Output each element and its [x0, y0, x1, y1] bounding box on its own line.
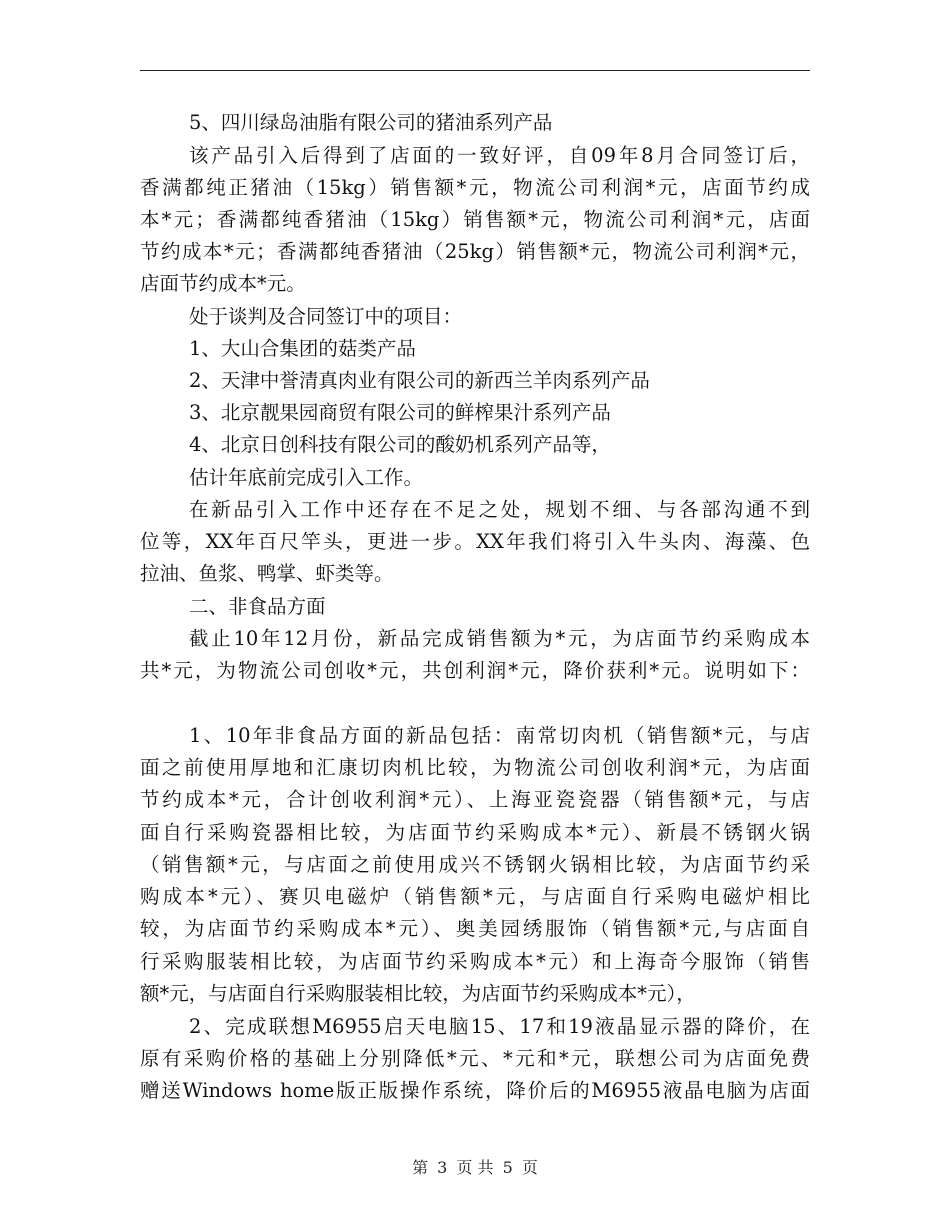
text-line: 处于谈判及合同签订中的项目： — [189, 305, 463, 328]
footer-suffix: 页 — [521, 1158, 538, 1177]
text-line: 节约成本*元；香满都纯香猪油（25kg）销售额*元，物流公司利润*元， — [140, 240, 810, 263]
text-line: 估计年底前完成引入工作。 — [189, 466, 424, 489]
text-line: 行采购服装相比较，为店面节约采购成本*元）和上海奇今服饰（销售 — [140, 950, 810, 973]
text-line: 原有采购价格的基础上分别降低*元、*元和*元，联想公司为店面免费 — [140, 1047, 810, 1070]
header-rule — [140, 70, 810, 71]
text-line: 面自行采购瓷器相比较，为店面节约采购成本*元）、新晨不锈钢火锅 — [140, 821, 810, 844]
text-line: 购成本*元）、赛贝电磁炉（销售额*元，与店面自行采购电磁炉相比 — [140, 885, 810, 908]
text-line: 位等，XX年百尺竿头，更进一步。XX年我们将引入牛头肉、海藻、色 — [140, 530, 810, 553]
text-line: 赠送Windows home版正版操作系统，降价后的M6955液晶电脑为店面 — [140, 1079, 810, 1102]
section-heading: 二、非食品方面 — [189, 595, 326, 618]
footer-middle: 页 共 — [456, 1158, 494, 1177]
text-line: 该产品引入后得到了店面的一致好评，自09年8月合同签订后， — [189, 144, 810, 167]
footer-prefix: 第 — [412, 1158, 429, 1177]
text-line: 较，为店面节约采购成本*元）、奥美园绣服饰（销售额*元,与店面自 — [140, 917, 810, 940]
text-line: 本*元；香满都纯香猪油（15kg）销售额*元，物流公司利润*元，店面 — [140, 208, 810, 231]
text-line: （销售额*元，与店面之前使用成兴不锈钢火锅相比较，为店面节约采 — [140, 853, 810, 876]
text-line: 4、北京日创科技有限公司的酸奶机系列产品等， — [189, 433, 611, 456]
text-line: 香满都纯正猪油（15kg）销售额*元，物流公司利润*元，店面节约成 — [140, 176, 810, 199]
page-footer — [0, 1155, 950, 1178]
text-line: 3、北京靓果园商贸有限公司的鲜榨果汁系列产品 — [189, 401, 611, 424]
text-line: 1、大山合集团的菇类产品 — [189, 337, 416, 360]
text-line: 节约成本*元，合计创收利润*元）、上海亚瓷瓷器（销售额*元，与店 — [140, 788, 810, 811]
text-line: 额*元，与店面自行采购服装相比较，为店面节约采购成本*元）， — [140, 982, 696, 1005]
total-page-count: 5 — [502, 1158, 513, 1177]
text-line: 店面节约成本*元。 — [140, 272, 306, 295]
text-line: 共*元，为物流公司创收*元，共创利润*元，降价获利*元。说明如下： — [140, 659, 810, 682]
text-line: 2、天津中誉清真肉业有限公司的新西兰羊肉系列产品 — [189, 369, 650, 392]
text-line: 截止10年12月份，新品完成销售额为*元，为店面节约采购成本 — [189, 627, 810, 650]
text-line: 在新品引入工作中还存在不足之处，规划不细、与各部沟通不到 — [189, 498, 810, 521]
text-line: 拉油、鱼浆、鸭掌、虾类等。 — [140, 562, 394, 585]
text-line: 1、10年非食品方面的新品包括：南常切肉机（销售额*元，与店 — [189, 724, 810, 747]
text-line: 5、四川绿岛油脂有限公司的猪油系列产品 — [189, 111, 553, 134]
text-line: 2、完成联想M6955启天电脑15、17和19液晶显示器的降价，在 — [189, 1015, 810, 1038]
text-line: 面之前使用厚地和汇康切肉机比较，为物流公司创收利润*元，为店面 — [140, 756, 810, 779]
current-page-number: 3 — [437, 1158, 448, 1177]
